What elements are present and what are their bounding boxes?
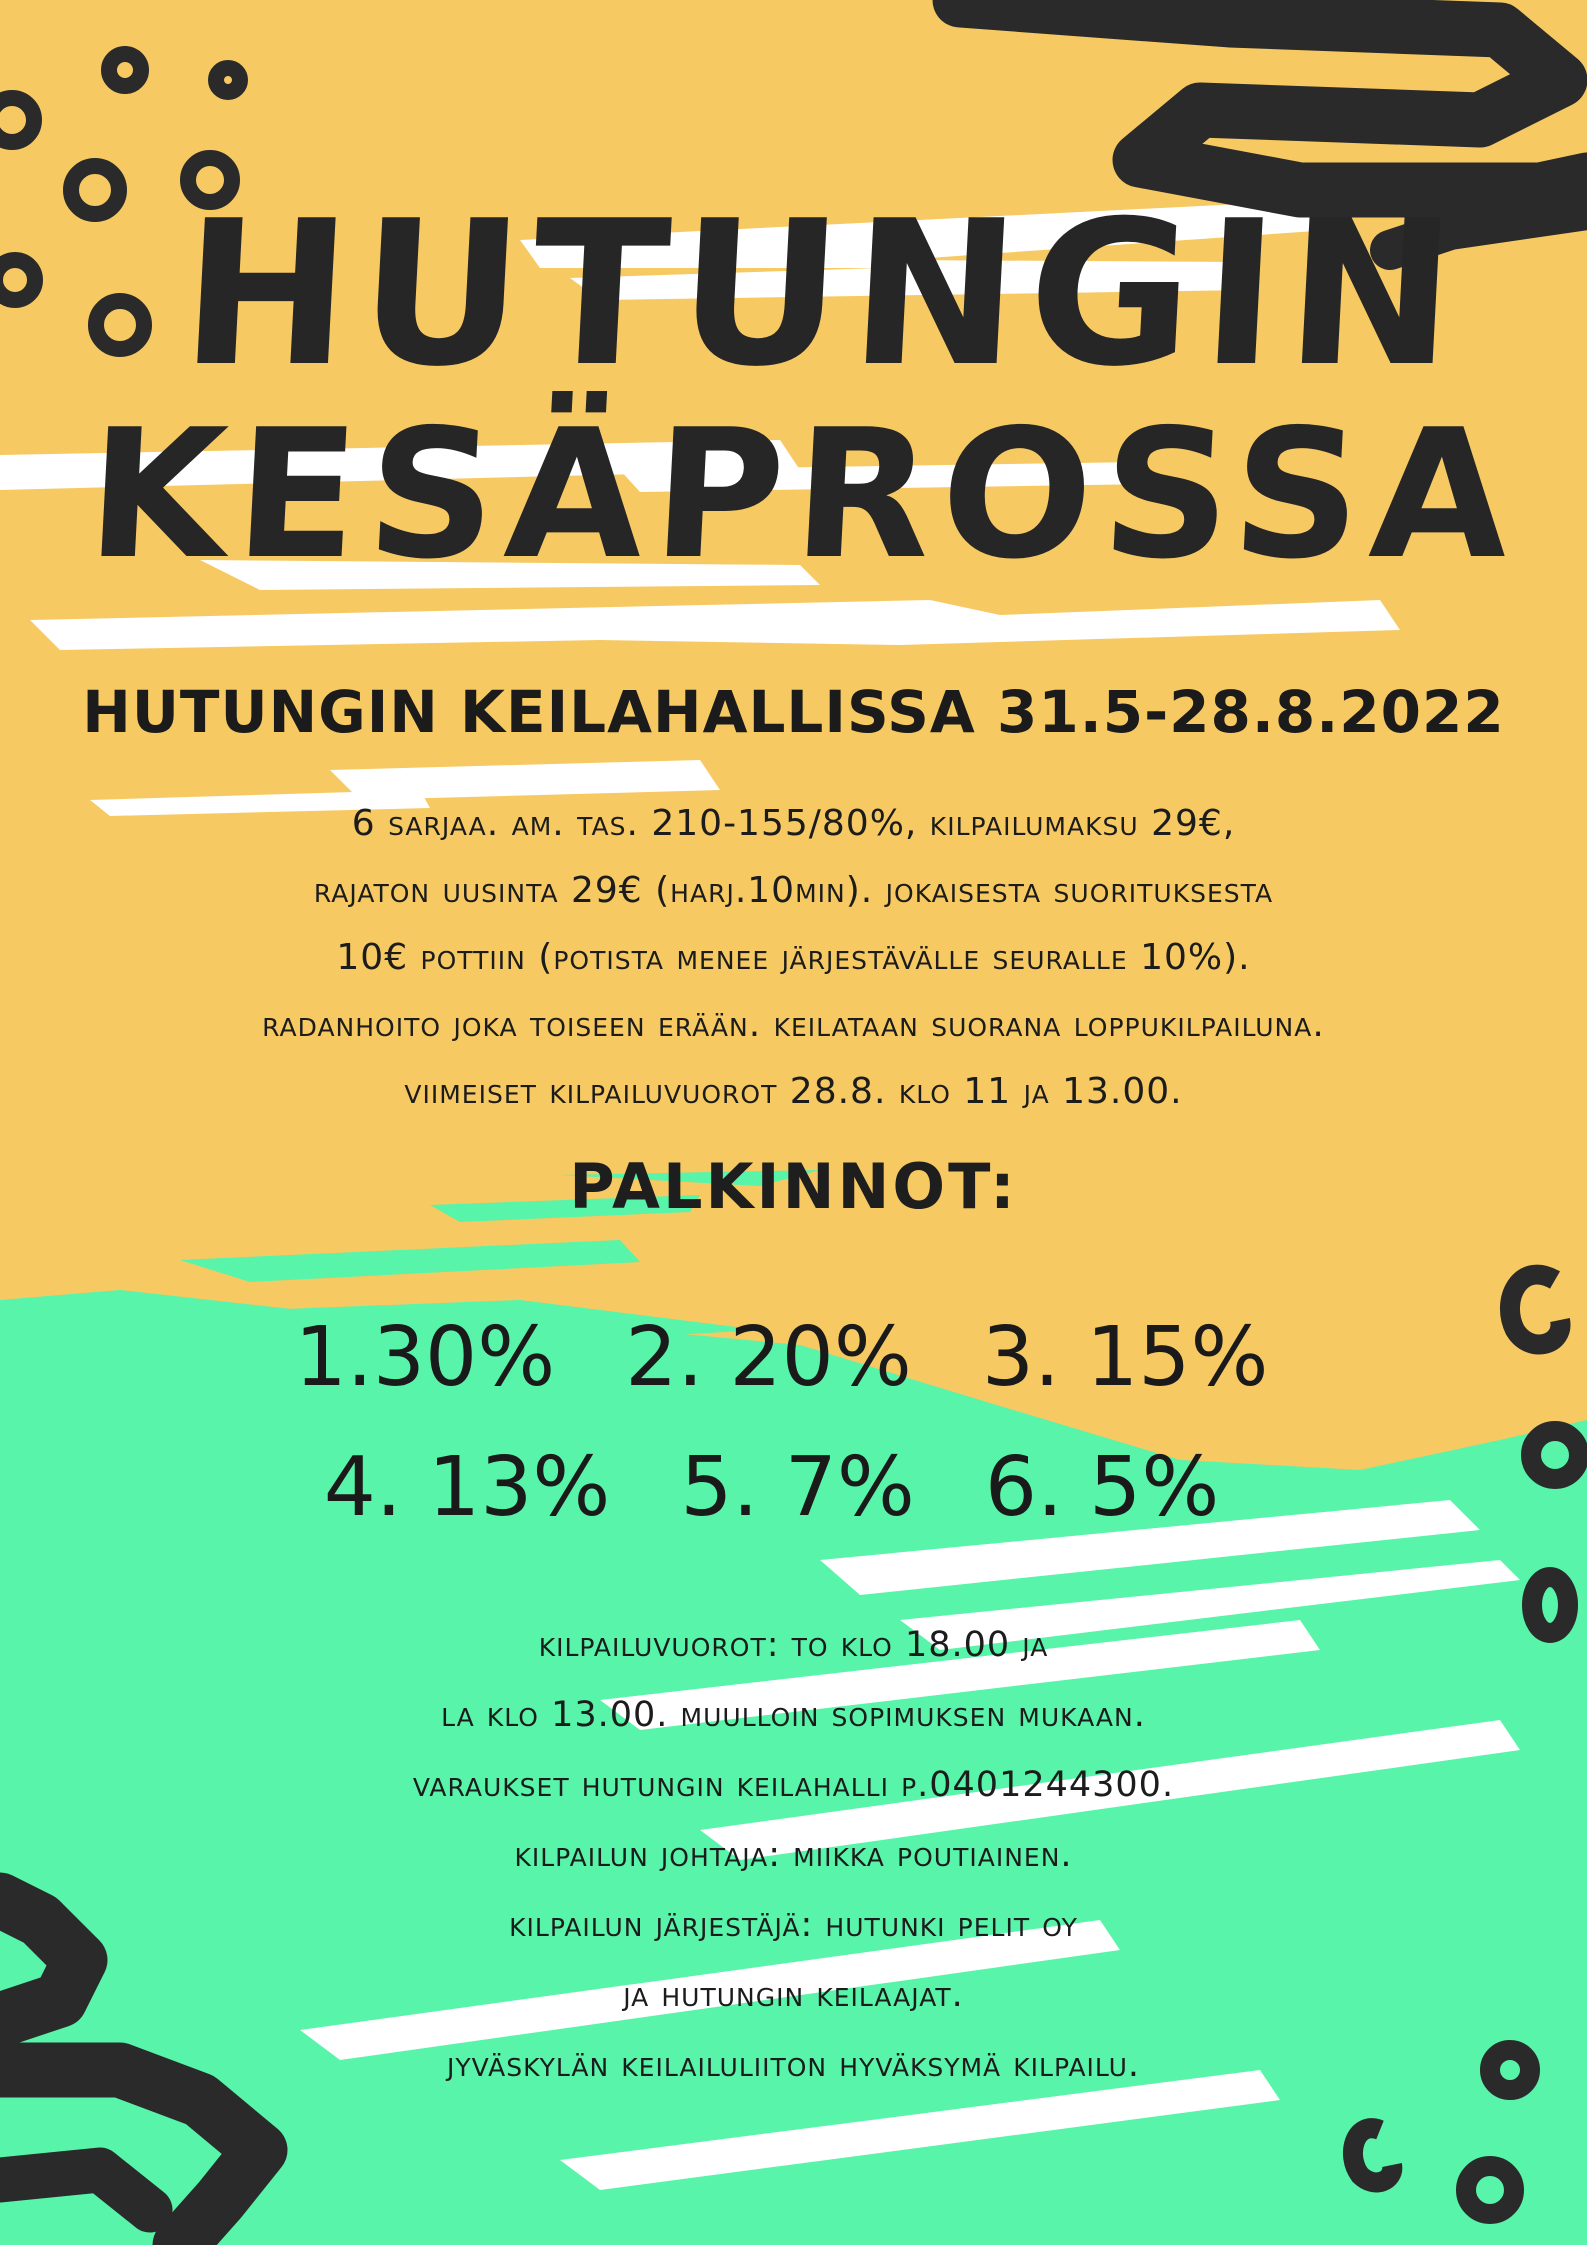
rules-line: 6 sarjaa. am. tas. 210-155/80%, kilpailumaksu 29€, — [351, 803, 1236, 844]
competition-rules — [0, 790, 1587, 1125]
rules-line: radanhoito joka toiseen erään. keilataan suorana loppukilpailuna. — [262, 1004, 1325, 1045]
info-line: ja hutungin keilaajat. — [623, 1975, 964, 2015]
prize-row — [0, 1310, 1575, 1405]
prize-row — [0, 1440, 1565, 1535]
info-line: kilpailuvuorot: to klo 18.00 ja — [538, 1625, 1049, 1665]
prizes-heading: PALKINNOT: — [569, 1150, 1018, 1223]
event-venue-dates: HUTUNGIN KEILAHALLISSA 31.5-28.8.2022 — [82, 678, 1505, 746]
info-line: la klo 13.00. muulloin sopimuksen mukaan. — [441, 1695, 1146, 1735]
rules-line: 10€ pottiin (potista menee järjestävälle seuralle 10%). — [336, 937, 1251, 978]
competition-info — [0, 1610, 1587, 2100]
info-line: varaukset hutungin keilahalli p.0401244300. — [412, 1765, 1175, 1805]
info-line: jyväskylän keilailuliiton hyväksymä kilpailu. — [446, 2045, 1141, 2085]
poster-title-line-1: HUTUNGIN — [176, 178, 1471, 411]
rules-line: rajaton uusinta 29€ (harj.10min). jokaisesta suorituksesta — [313, 870, 1274, 911]
prize-item: 1.30% — [294, 1310, 556, 1405]
rules-line: viimeiset kilpailuvuorot 28.8. klo 11 ja 13.00. — [404, 1071, 1183, 1112]
info-line: kilpailun johtaja: miikka poutiainen. — [514, 1835, 1073, 1875]
prize-item: 2. 20% — [625, 1310, 912, 1405]
prize-item: 4. 13% — [323, 1440, 611, 1535]
poster-title-line-2: KESÄPROSSA — [82, 391, 1525, 598]
prize-item: 6. 5% — [984, 1440, 1220, 1535]
prize-item: 3. 15% — [981, 1310, 1269, 1405]
prize-item: 5. 7% — [680, 1440, 915, 1535]
info-line: kilpailun järjestäjä: hutunki pelit oy — [509, 1905, 1078, 1945]
